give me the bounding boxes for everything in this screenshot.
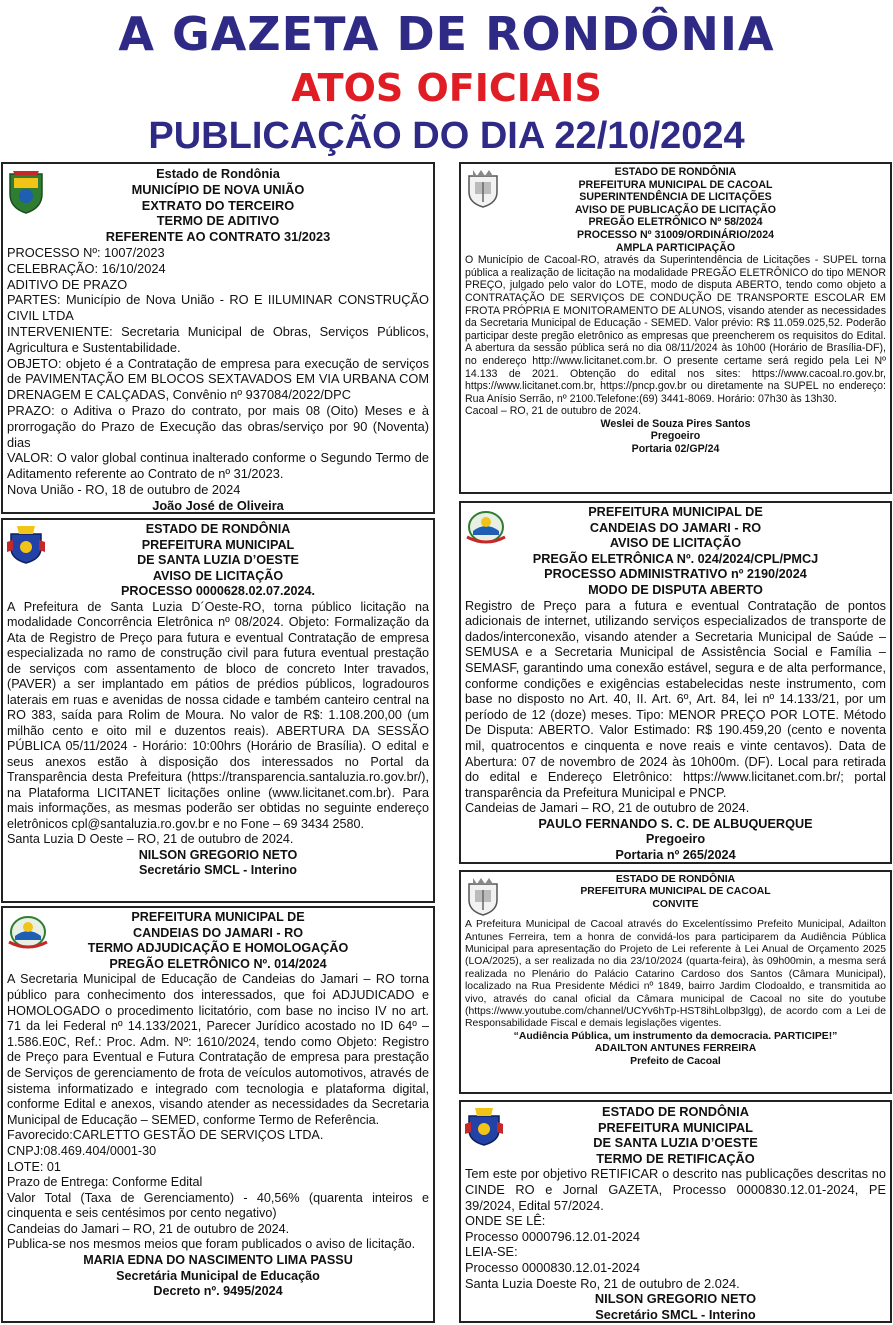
body-line: Santa Luzia D Oeste – RO, 21 de outubro de 2024. (7, 832, 294, 846)
notice-signature (465, 817, 886, 864)
header-line: PREFEITURA MUNICIPAL DE (588, 505, 763, 519)
header-line: PROCESSO Nº 31009/ORDINÁRIO/2024 (577, 228, 774, 241)
header-line: EXTRATO DO TERCEIRO (141, 197, 295, 213)
body-line: PARTES: Município de Nova União - RO E IILUMINAR CONSTRUÇÃO CIVIL LTDA (7, 292, 429, 324)
signature-role: Secretário SMCL - Interino (139, 863, 297, 877)
notice-nova-uniao (1, 162, 435, 514)
header-line: ESTADO DE RONDÔNIA (145, 522, 291, 536)
body-line: Cacoal – RO, 21 de outubro de 2024. (465, 405, 642, 418)
signature-role: Secretário SMCL - Interino (595, 1306, 756, 1322)
notice-signature (7, 498, 429, 514)
notice-cacoal-convite (459, 870, 892, 1094)
signature-decree: Portaria 02/GP/24 (631, 443, 720, 456)
body-line: Publica-se nos mesmos meios que foram publicados o aviso de licitação. (7, 1237, 416, 1252)
header-line: PREFEITURA MUNICIPAL (598, 1119, 753, 1135)
notice-header (7, 910, 429, 972)
header-line: CANDEIAS DO JAMARI - RO (589, 520, 762, 535)
header-line: ESTADO DE RONDÔNIA (602, 1104, 749, 1119)
body-line: A Prefeitura Municipal de Cacoal através do Excelentíssimo Prefeito Municipal, Adailton Antunes Ferreira, tem a honra de convidá-los para participarem da Audiência Pública Municipal para apresentação do Projeto de Lei referente à Lei Anual de Orçamento 2025 (LOA/2025), a ser realizada no dia 23/10/2024 (quarta-feira), às 09h00min, a mesma será realizada no Plenário do Palácio Catarino Cardoso dos Santos (Câmara Municipal), localizado na Rua Presidente Médici nº 1849, bairro Jardim Clodoaldo, e transmitida ao vivo, através do canal oficial da Câmara municipal de Cacoal no site do youtube (https://www.youtube.com/channel/UCYv6hTp-HST8ihLolbp3lgg), de acordo com a Lei de Responsabilidade Fiscal e demais legislações vigentes. (465, 919, 886, 1030)
cacoal-crest-icon (465, 876, 501, 916)
notice-header (7, 522, 429, 600)
header-line: TERMO ADJUDICAÇÃO E HOMOLOGAÇÃO (87, 941, 349, 956)
signature-name: NILSON GREGORIO NETO (138, 847, 298, 862)
nova-uniao-crest-icon (7, 168, 45, 214)
notice-body (465, 919, 886, 1031)
candeias-crest-icon (7, 912, 49, 952)
body-line: CNPJ:08.469.404/0001-30 (7, 1143, 157, 1158)
santa-luzia-crest-icon (465, 1106, 503, 1146)
header-line: Estado de Rondônia (156, 166, 280, 181)
header-line: AMPLA PARTICIPAÇÃO (615, 241, 736, 254)
header-line: MODO DE DISPUTA ABERTO (588, 582, 763, 597)
body-line: Candeias do Jamari – RO, 21 de outubro de 2024. (7, 1221, 290, 1236)
header-line: PREFEITURA MUNICIPAL DE CACOAL (580, 886, 771, 898)
signature-decree: Portaria nº 265/2024 (615, 848, 736, 863)
notice-candeias-licitacao (459, 501, 892, 864)
notice-signature (465, 1031, 886, 1068)
notice-header (465, 166, 886, 254)
signature-name: Weslei de Souza Pires Santos (600, 417, 751, 430)
header-line: MUNICÍPIO DE NOVA UNIÃO (131, 181, 305, 197)
signature-quote: “Audiência Pública, um instrumento da democracia. PARTICIPE!” (513, 1030, 838, 1042)
notice-cacoal-licitacao (459, 162, 892, 494)
body-line: PRAZO: o Aditiva o Prazo do contrato, por mais 08 (Oito) Meses e à prorrogação do Prazo de Execução das obras/serviço por 90 (Noventa) dias (7, 402, 429, 450)
notice-body (7, 245, 429, 498)
body-line: LOTE: 01 (7, 1159, 61, 1174)
header-line: DE SANTA LUZIA D’OESTE (137, 553, 299, 567)
body-line: A Secretaria Municipal de Educação de Candeias do Jamari – RO torna público para conhecimento dos interessados, que foi ADJUDICADO e HOMOLOGADO o procedimento licitatório, com base no inciso IV no art. 71 da lei Federal nº 14.133/2021, Parecer Jurídico acostado no ID 64º – 1.586.E0C, Ref.: Proc. Adm. Nº: 1610/2024, tendo como Objeto: Registro de Preço para Eventual e Futura Contratação de empresa para prestação de Serviços de gerenciamento de frota de veículos automotivos, através de sistema informatizado e integrado com tecnologia e plataforma digital, conforme Edital e anexos, visando atender as necessidades da Secretaria Municipal de Educação – SEMED, conforme Termo de Referência. (7, 972, 429, 1127)
body-line: A Prefeitura de Santa Luzia D´Oeste-RO, torna público licitação na modalidade Concorrência Eletrônica nº 08/2024. Objeto: Formalização da Ata de Registro de Preço para futura e eventual Contratação de empresa especializada no ramo de construção civil para futura eventual prestação de serviços com assentamento de bloco de concreto Inter travados, (PAVER) a ser implantado em pátios de prédios públicos, logradouros laterais em ruas e avenidas de nossa cidade e também canteiro central na RO 383, saída para Rolim de Moura. No valor de R$: 1.108.200,00 (um milhão cento e oito mil e duzentos reais). ABERTURA DA SESSÃO PÚBLICA 05/11/2024 - Horário: 10:00hrs (Horário de Brasília). O edital e seus anexos estão à disposição dos interessados no Portal da Transparência desta Prefeitura (https://transparencia.santaluzia.ro.gov.br/), na Plataforma LICITANET licitações online (www.licitanet.com.br). Para mais informações, as mesmas poderão ser obtidas no seguinte endereço eletrônicos cpl@santaluzia.ro.gov.br e no Fone – 69 3434 2580. (7, 599, 429, 831)
notice-header (465, 874, 886, 911)
notice-header (7, 166, 429, 245)
signature-role: Secretária Municipal de Educação (116, 1268, 320, 1283)
signature-role: Prefeito de Cacoal (630, 1055, 721, 1067)
header-line: PREGÃO ELETRÔNICA Nº. 024/2024/CPL/PMCJ (532, 551, 819, 566)
body-line: Registro de Preço para a futura e eventual Contratação de pontos adicionais de internet, utilizando serviços especializados de transporte de dados/interconexão, visando atender a Secretaria Municipal de Saúde – SEMUSA e a Secretaria Municipal de Assistência Social e Família – SEMASF, garantindo uma conexão estável, segura e de alta performance, conforme condições e exigências estabelecidas neste instrumento, com base no disposto no Art. 40, II. Art. 6º, Art. 84, lei nº 14.133/21, por um período de 12 (doze) meses. Tipo: MENOR PREÇO POR LOTE. Método De Disputa: ABERTO. Valor Estimado: R$ 190.459,20 (cento e noventa mil, quatrocentos e cinquenta e nove reais e vinte centavos). Data de Abertura: 07 de novembro de 2024 às 10h00m. (DF). Local para retirada do edital e Endereço Eletrônico: https://www.licitanet.com.br/; portal transparência da Prefeitura Municipal e PNCP. (465, 598, 886, 800)
signature-name: MARIA EDNA DO NASCIMENTO LIMA PASSU (83, 1253, 353, 1268)
body-line: INTERVENIENTE: Secretaria Municipal de Obras, Serviços Públicos, Agricultura e Sustentabilidade. (7, 323, 429, 355)
body-line: ONDE SE LÊ: (465, 1213, 546, 1229)
header-line: PREFEITURA MUNICIPAL DE (131, 910, 305, 924)
signature-role: Pregoeiro (650, 430, 701, 443)
notice-body (465, 599, 886, 817)
signature-name: PAULO FERNANDO S. C. DE ALBUQUERQUE (538, 816, 813, 831)
notice-santa-luzia-licitacao (1, 518, 435, 903)
newspaper-title: A GAZETA DE RONDÔNIA (118, 7, 775, 61)
body-line: Prazo de Entrega: Conforme Edital (7, 1175, 203, 1190)
body-line: Candeias de Jamari – RO, 21 de outubro de 2024. (465, 801, 750, 816)
header-line: AVISO DE LICITAÇÃO (609, 536, 742, 551)
notice-body (465, 1166, 886, 1291)
header-line: SUPERINTENDÊNCIA DE LICITAÇÕES (579, 191, 772, 204)
cacoal-crest-icon (465, 168, 501, 208)
header-line: ESTADO DE RONDÔNIA (614, 166, 737, 178)
notice-body (7, 600, 429, 848)
body-line: PROCESSO Nº: 1007/2023 (7, 244, 165, 260)
header-line: AVISO DE PUBLICAÇÃO DE LICITAÇÃO (575, 203, 776, 216)
notice-body (465, 254, 886, 418)
body-line: Processo 0000830.12.01-2024 (465, 1259, 641, 1275)
body-line: Nova União - RO, 18 de outubro de 2024 (7, 481, 241, 497)
body-line: Valor Total (Taxa de Gerenciamento) - 40,56% (quarenta inteiros e cinquenta e seis centésimos por cento negativo) (7, 1190, 429, 1221)
signature-decree: Decreto nº. 9495/2024 (153, 1284, 283, 1299)
header-line: PROCESSO ADMINISTRATIVO nº 2190/2024 (544, 567, 807, 582)
header-line: DE SANTA LUZIA D’OESTE (593, 1135, 758, 1151)
body-line: Santa Luzia Doeste Ro, 21 de outubro de 2.024. (465, 1275, 740, 1291)
signature-role: Pregoeiro (645, 832, 706, 847)
notice-signature (7, 848, 429, 879)
header-line: AVISO DE LICITAÇÃO (152, 568, 284, 583)
header-line: PREGÃO ELETRÔNICO Nº. 014/2024 (109, 956, 327, 971)
candeias-crest-icon (465, 507, 507, 547)
notice-header (465, 1104, 886, 1166)
notice-body (7, 972, 429, 1253)
notice-signature (465, 1291, 886, 1322)
header-line: CANDEIAS DO JAMARI - RO (132, 925, 304, 940)
header-line: ESTADO DE RONDÔNIA (615, 874, 736, 885)
header-line: PREFEITURA MUNICIPAL DE CACOAL (578, 178, 773, 191)
notice-signature (465, 418, 886, 456)
signature-name: João José de Oliveira (152, 497, 284, 513)
notice-signature (7, 1253, 429, 1300)
header-line: REFERENTE AO CONTRATO 31/2023 (105, 229, 331, 245)
body-line: OBJETO: objeto é a Contratação de empresa para execução de serviços de PAVIMENTAÇÃO EM BLOCOS SEXTAVADOS EM VIA URBANA COM DRENAGEM E CALÇADAS, Convênio nº 937084/2022/DPC (7, 355, 429, 403)
body-line: CELEBRAÇÃO: 16/10/2024 (7, 260, 166, 276)
body-line: Tem este por objetivo RETIFICAR o descrito nas publicações descritas no CINDE RO e Jornal GAZETA, Processo 0000830.12.01-2024, PE 39/2024, Edital 57/2024. (465, 1166, 886, 1213)
body-line: Processo 0000796.12.01-2024 (465, 1228, 641, 1244)
header-line: PROCESSO 0000628.02.07.2024. (121, 584, 315, 598)
publication-date: PUBLICAÇÃO DO DIA 22/10/2024 (148, 115, 745, 157)
santa-luzia-crest-icon (7, 524, 45, 564)
notice-candeias-homologacao (1, 906, 435, 1323)
section-title: ATOS OFICIAIS (291, 66, 602, 110)
signature-name: ADAILTON ANTUNES FERREIRA (594, 1043, 757, 1055)
header-line: TERMO DE ADITIVO (156, 213, 280, 229)
body-line: O Município de Cacoal-RO, através da Superintendência de Licitações - SUPEL torna pública a realização de licitação na modalidade PREGÃO ELETRÔNICO do tipo MENOR PREÇO, julgado pelo valor do LOTE, modo de disputa ABERTO, tendo como objeto a CONTRATAÇÃO DE SERVIÇOS DE CONDUÇÃO DE TRANSPORTE ESCOLAR EM FROTA PRÓPRIA E MONITORAMENTO DE ALUNOS, visando atender as necessidades da Secretaria Municipal de Educação - SEMED. Valor prévio: R$ 11.059.025,52. Poderão participar deste pregão eletrônico as empresas que preencherem os requisitos do Edital. A abertura da sessão pública será no dia 08/11/2024 às 10h00 (Horário de Brasília-DF), no endereço http://www.licitanet.com.br. O presente certame será regido pela Lei Nº 14.133 de 2021. Obtenção do edital nos sites: https://www.cacoal.ro.gov.br, https://www.licitanet.com.br, https://pncp.gov.br ou diretamente na SUPEL no endereço: Rua Anísio Serrão, nº 2100.Telefone:(69) 3441-8069. Horário: 07h30 às 13h30. (465, 254, 886, 405)
header-line: PREGÃO ELETRÔNICO Nº 58/2024 (588, 216, 763, 229)
body-line: Favorecido:CARLETTO GESTÃO DE SERVIÇOS LTDA. (7, 1128, 324, 1143)
notice-santa-luzia-retificacao (459, 1100, 892, 1323)
body-line: ADITIVO DE PRAZO (7, 276, 128, 292)
header-line: CONVITE (652, 898, 699, 910)
body-line: VALOR: O valor global continua inalterado conforme o Segundo Termo de Aditamento referente ao Contrato de nº 31/2023. (7, 450, 429, 482)
body-line: LEIA-SE: (465, 1244, 518, 1260)
header-line: PREFEITURA MUNICIPAL (141, 537, 295, 552)
signature-name: NILSON GREGORIO NETO (594, 1291, 757, 1307)
header-line: TERMO DE RETIFICAÇÃO (596, 1150, 755, 1166)
notice-header (465, 505, 886, 599)
